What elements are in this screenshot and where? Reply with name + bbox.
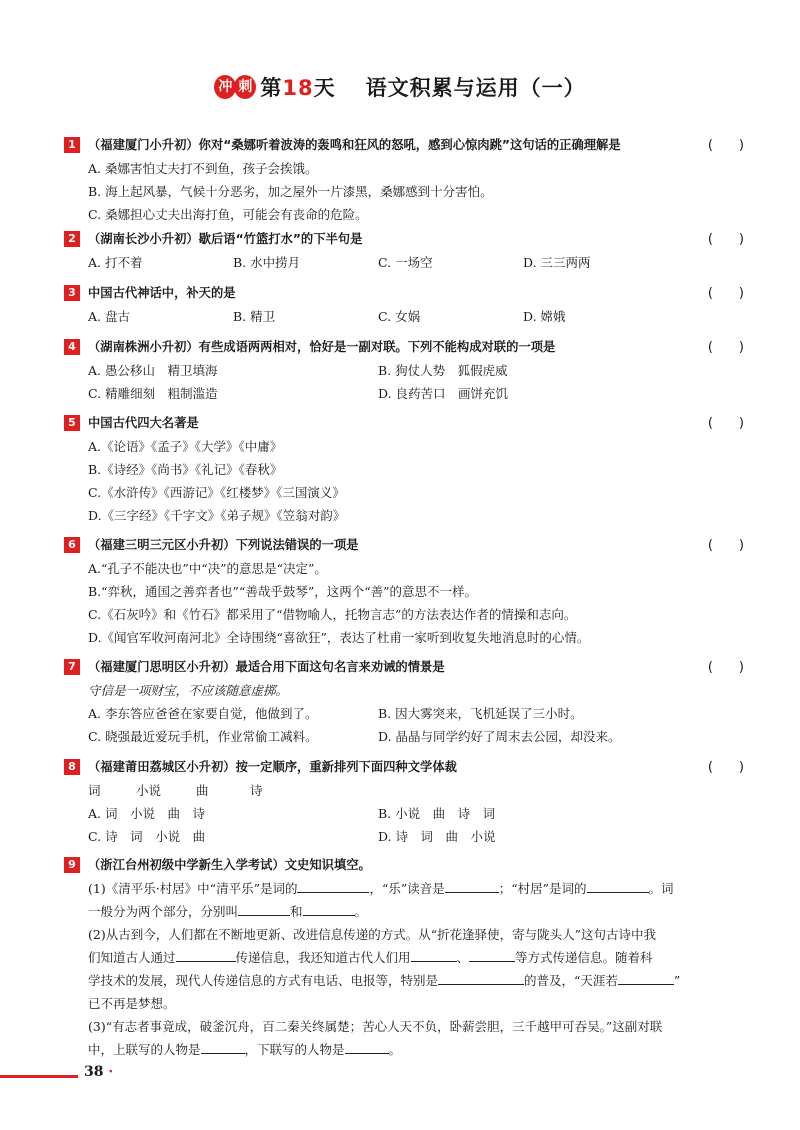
answer-blank[interactable]: ( ): [707, 232, 744, 247]
badge-char: 冲: [214, 75, 236, 99]
fill-paragraph-2: [64, 923, 744, 1015]
question-stem: （湖南株洲小升初）有些成语两两相对，恰好是一副对联。下列不能构成对联的一项是: [88, 340, 556, 354]
day-number: 18: [282, 76, 314, 100]
text-segment: 。: [388, 1042, 402, 1057]
option-c: C. 精雕细刻 粗制滥造: [88, 386, 218, 401]
text-segment: (3)“有志者事竟成，破釜沉舟，百二秦关终属楚；苦心人天不负，卧薪尝胆，三千越甲可吞吴。”这副对联: [88, 1019, 663, 1034]
text-segment: 等方式传递信息。随着科: [515, 950, 653, 965]
genre-words: [88, 779, 744, 802]
option-a: A. 桑娜害怕丈夫打不到鱼，孩子会挨饿。: [88, 161, 318, 176]
option-d: D. 诗 词 曲 小说: [378, 829, 496, 844]
option-c: C. 诗 词 小说 曲: [88, 829, 206, 844]
genre-word: 曲: [196, 783, 209, 798]
question-6: [64, 534, 744, 649]
text-segment: ，下联写的人物是: [244, 1042, 345, 1057]
page-dot: ·: [108, 1064, 114, 1080]
genre-word: 词: [88, 783, 101, 798]
fill-blank[interactable]: [438, 970, 524, 985]
option-c: C. 一场空: [378, 255, 433, 270]
question-number: 7: [64, 659, 80, 675]
question-stem: （湖南长沙小升初）歇后语“竹篮打水”的下半句是: [88, 232, 363, 246]
title-text: 语文积累与运用（一）: [365, 76, 586, 100]
footer-rule: [0, 1075, 78, 1078]
question-number: 3: [64, 285, 80, 301]
option-a: A. 李东答应爸爸在家要自觉，他做到了。: [88, 706, 318, 721]
quote-text: 守信是一项财宝，不应该随意虚掷。: [88, 683, 289, 698]
question-number: 9: [64, 857, 80, 873]
question-number: 5: [64, 415, 80, 431]
text-segment: ，“乐”读音是: [369, 881, 445, 896]
option-b: B.“弈秋，通国之善弈者也”“善哉乎鼓琴”，这两个“善”的意思不一样。: [88, 584, 478, 599]
sprint-badge: [214, 75, 254, 99]
question-stem: （福建莆田荔城区小升初）按一定顺序，重新排列下面四种文学体裁: [88, 760, 457, 774]
question-number: 6: [64, 537, 80, 553]
option-b: B.《诗经》《尚书》《礼记》《春秋》: [88, 462, 283, 477]
day-label: [260, 72, 335, 102]
question-4: [64, 336, 744, 405]
text-segment: ；“村居”是词的: [498, 881, 587, 896]
question-number: 1: [64, 137, 80, 153]
question-7: [64, 656, 744, 748]
option-d: D. 晶晶与同学约好了周末去公园，却没来。: [378, 729, 621, 744]
option-c: C.《石灰吟》和《竹石》都采用了“借物喻人，托物言志”的方法表达作者的情操和志向。: [88, 607, 577, 622]
question-number: 4: [64, 339, 80, 355]
question-3: [64, 282, 744, 328]
day-prefix: 第: [260, 76, 283, 100]
fill-blank[interactable]: [201, 1039, 245, 1054]
fill-blank[interactable]: [176, 947, 236, 962]
option-b: B. 精卫: [233, 309, 276, 324]
question-2: [64, 228, 744, 274]
text-segment: (1)《清平乐·村居》中“清平乐”是词的: [88, 881, 298, 896]
question-stem: （浙江台州初级中学新生入学考试）文史知识填空。: [88, 858, 371, 872]
text-segment: 。词: [648, 881, 674, 896]
page-header: [0, 72, 800, 106]
fill-paragraph-1: [64, 877, 744, 923]
question-9: [64, 854, 744, 1061]
fill-paragraph-3: [64, 1015, 744, 1061]
text-segment: 和: [290, 904, 303, 919]
fill-blank[interactable]: [469, 947, 515, 962]
option-b: B. 水中捞月: [233, 255, 301, 270]
question-1: [64, 134, 744, 226]
option-a: A. 词 小说 曲 诗: [88, 806, 205, 821]
day-suffix: 天: [313, 76, 336, 100]
answer-blank[interactable]: ( ): [707, 286, 744, 301]
question-stem: 中国古代神话中，补天的是: [88, 286, 236, 300]
fill-blank[interactable]: [303, 901, 355, 916]
option-b: B. 狗仗人势 狐假虎威: [378, 363, 508, 378]
text-segment: 、: [456, 950, 470, 965]
answer-blank[interactable]: ( ): [707, 340, 744, 355]
option-c: C. 女娲: [378, 309, 421, 324]
text-segment: 学技术的发展，现代人传递信息的方式有电话、电报等，特别是: [88, 973, 439, 988]
answer-blank[interactable]: ( ): [707, 416, 744, 431]
text-segment: (2)从古到今，人们都在不断地更新、改进信息传递的方式。从“折花逢驿使，寄与陇头人”这句古诗中我: [88, 927, 656, 942]
option-d: D. 嫦娥: [523, 309, 566, 324]
text-segment: 一般分为两个部分，分别叫: [88, 904, 239, 919]
option-a: A. 盘古: [88, 309, 130, 324]
option-a: A.《论语》《孟子》《大学》《中庸》: [88, 439, 283, 454]
text-segment: 传递信息，我还知道古代人们用: [235, 950, 411, 965]
page-number: [84, 1064, 113, 1080]
text-segment: 已不再是梦想。: [88, 996, 176, 1011]
fill-blank[interactable]: [238, 901, 290, 916]
option-a: A.“孔子不能决也”中“决”的意思是“决定”。: [88, 561, 327, 576]
fill-blank[interactable]: [618, 970, 674, 985]
text-segment: 们知道古人通过: [88, 950, 176, 965]
answer-blank[interactable]: ( ): [707, 760, 744, 775]
text-segment: 的普及，“天涯若: [524, 973, 618, 988]
question-number: 2: [64, 231, 80, 247]
option-c: C. 桑娜担心丈夫出海打鱼，可能会有丧命的危险。: [88, 207, 368, 222]
text-segment: 。: [354, 904, 368, 919]
option-b: B. 小说 曲 诗 词: [378, 806, 496, 821]
text-segment: 中，上联写的人物是: [88, 1042, 201, 1057]
question-stem: （福建厦门思明区小升初）最适合用下面这句名言来劝诫的情景是: [88, 660, 445, 674]
fill-blank[interactable]: [411, 947, 457, 962]
option-c: C.《水浒传》《西游记》《红楼梦》《三国演义》: [88, 485, 345, 500]
option-a: A. 打不着: [88, 255, 143, 270]
page-number-text: 38: [84, 1064, 104, 1080]
option-b: B. 因大雾突来，飞机延误了三小时。: [378, 706, 583, 721]
option-c: C. 晓强最近爱玩手机，作业常偷工减料。: [88, 729, 318, 744]
question-5: [64, 412, 744, 527]
question-stem: （福建厦门小升初）你对“桑娜听着波涛的轰鸣和狂风的怒吼，感到心惊肉跳”这句话的正确理解是: [88, 138, 621, 152]
question-stem: （福建三明三元区小升初）下列说法错误的一项是: [88, 538, 359, 552]
option-d: D.《三字经》《千字文》《弟子规》《笠翁对韵》: [88, 508, 346, 523]
option-a: A. 愚公移山 精卫填海: [88, 363, 218, 378]
option-d: D. 良药苦口 画饼充饥: [378, 386, 509, 401]
fill-blank[interactable]: [587, 878, 649, 893]
answer-blank[interactable]: ( ): [707, 538, 744, 553]
fill-blank[interactable]: [445, 878, 499, 893]
option-d: D. 三三两两: [523, 255, 591, 270]
badge-char: 刺: [234, 75, 256, 99]
question-number: 8: [64, 759, 80, 775]
question-stem: 中国古代四大名著是: [88, 416, 199, 430]
question-8: [64, 756, 744, 848]
fill-blank[interactable]: [345, 1039, 389, 1054]
genre-word: 小说: [136, 783, 162, 798]
fill-blank[interactable]: [297, 878, 369, 893]
genre-word: 诗: [250, 783, 263, 798]
option-b: B. 海上起风暴，气候十分恶劣，加之屋外一片漆黑，桑娜感到十分害怕。: [88, 184, 493, 199]
option-d: D.《闻官军收河南河北》全诗围绕“喜欲狂”，表达了杜甫一家听到收复失地消息时的心情。: [88, 630, 590, 645]
page-title: [214, 72, 585, 102]
answer-blank[interactable]: ( ): [707, 660, 744, 675]
text-segment: ”: [673, 973, 681, 988]
answer-blank[interactable]: ( ): [707, 138, 744, 153]
